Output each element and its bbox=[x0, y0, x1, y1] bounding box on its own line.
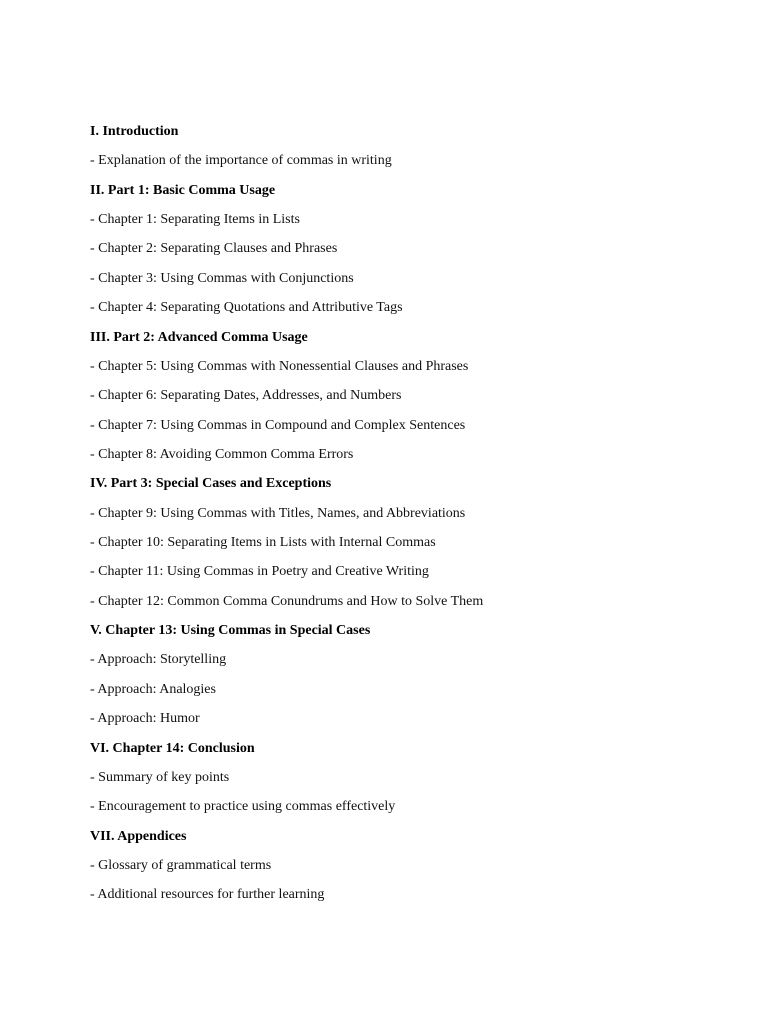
outline-item: - Chapter 12: Common Comma Conundrums and How to Solve Them bbox=[90, 593, 484, 609]
outline-item: - Chapter 3: Using Commas with Conjunctions bbox=[90, 270, 354, 286]
outline-item: - Chapter 10: Separating Items in Lists with Internal Commas bbox=[90, 535, 436, 551]
outline-item: - Chapter 2: Separating Clauses and Phrases bbox=[90, 241, 338, 257]
outline-item: - Approach: Storytelling bbox=[90, 652, 227, 668]
outline-item: - Explanation of the importance of commas in writing bbox=[90, 153, 392, 169]
outline-item: - Chapter 7: Using Commas in Compound and Complex Sentences bbox=[90, 417, 466, 433]
outline-item: - Chapter 9: Using Commas with Titles, Names, and Abbreviations bbox=[90, 505, 466, 521]
section-heading: VII. Appendices bbox=[90, 828, 187, 844]
section-heading: I. Introduction bbox=[90, 124, 179, 139]
outline-item: - Chapter 11: Using Commas in Poetry and Creative Writing bbox=[90, 564, 429, 580]
outline-item: - Chapter 6: Separating Dates, Addresses, and Numbers bbox=[90, 388, 402, 404]
outline-item: - Chapter 4: Separating Quotations and Attributive Tags bbox=[90, 300, 403, 316]
outline-item: - Glossary of grammatical terms bbox=[90, 857, 272, 873]
section-heading: II. Part 1: Basic Comma Usage bbox=[90, 182, 276, 198]
outline-item: - Chapter 8: Avoiding Common Comma Errors bbox=[90, 446, 354, 462]
outline-item: - Approach: Humor bbox=[90, 711, 200, 727]
outline-item: - Chapter 1: Separating Items in Lists bbox=[90, 212, 300, 228]
outline-item: - Encouragement to practice using commas effectively bbox=[90, 799, 396, 815]
book-outline bbox=[90, 123, 730, 916]
section-heading: V. Chapter 13: Using Commas in Special Cases bbox=[90, 623, 371, 639]
section-heading: VI. Chapter 14: Conclusion bbox=[90, 740, 255, 756]
outline-item: - Summary of key points bbox=[90, 769, 230, 785]
section-heading: IV. Part 3: Special Cases and Exceptions bbox=[90, 476, 332, 492]
outline-item: - Approach: Analogies bbox=[90, 681, 216, 697]
outline-item: - Chapter 5: Using Commas with Nonessential Clauses and Phrases bbox=[90, 358, 469, 374]
outline-item: - Additional resources for further learning bbox=[90, 887, 325, 903]
section-heading: III. Part 2: Advanced Comma Usage bbox=[90, 329, 308, 345]
